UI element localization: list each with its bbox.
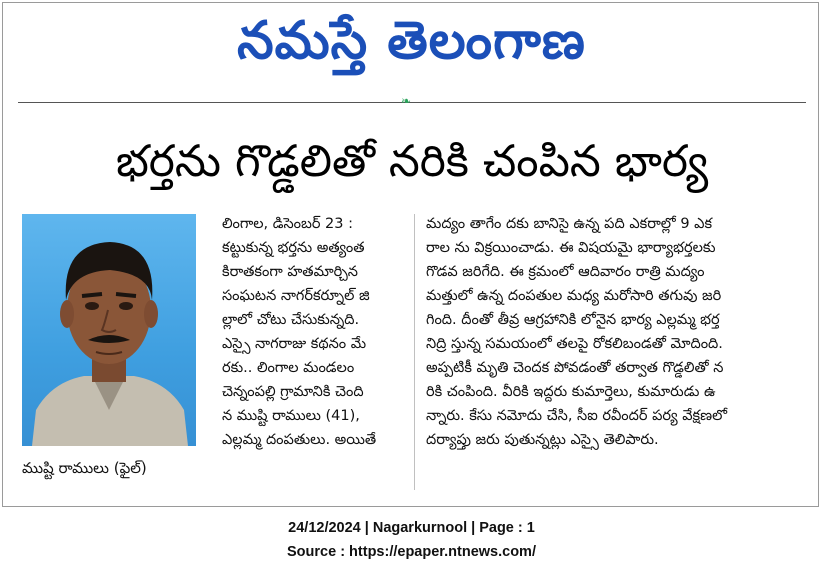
column-line: న్నారు. కేసు నమోదు చేసి, సీఐ రవీందర్ పర్య వేక్షణలో xyxy=(426,408,728,424)
source-link[interactable]: Source : https://epaper.ntnews.com/ xyxy=(287,544,536,560)
edition-info: 24/12/2024 | Nagarkurnool | Page : 1 xyxy=(288,520,535,536)
leaf-ornament-icon: ❧ xyxy=(400,94,412,108)
column-line: రాల ను విక్రయించాడు. ఈ విషయమై భార్యాభర్తలకు xyxy=(426,240,716,256)
article-headline: భర్తను గొడ్డలితో నరికి చంపిన భార్య xyxy=(115,136,709,187)
photo-caption: ముష్టి రాములు (ఫైల్) xyxy=(22,459,147,477)
column-line: సంఘటన నాగర్‌కర్నూల్ జి xyxy=(222,288,370,304)
column-line: రకు.. లింగాల మండలం xyxy=(222,360,355,376)
column-line: ల్లాలో చోటు చేసుకున్నది. xyxy=(222,312,360,328)
column-line: కట్టుకున్న భర్తను అత్యంత xyxy=(222,240,365,256)
column-line: ఎల్లమ్మ దంపతులు. అయితే xyxy=(222,432,377,448)
column-line: లింగాల, డిసెంబర్ 23 : xyxy=(222,216,354,232)
column-line: రికి చంపింది. వీరికి ఇద్దరు కుమార్తెలు, కుమారుడు ఉ xyxy=(426,384,716,400)
column-line: చెన్నంపల్లి గ్రామానికి చెంది xyxy=(222,384,364,400)
column-line: అప్పటికీ మృతి చెందక పోవడంతో తర్వాత గొడ్డలితో న xyxy=(426,360,724,376)
column-line: దర్యాప్తు జరు పుతున్నట్లు ఎస్సై తెలిపారు. xyxy=(426,432,659,448)
column-line: మద్యం తాగేం దకు బానిసై ఉన్న పది ఎకరాల్లో 9 ఎక xyxy=(426,216,713,232)
page-footer xyxy=(0,516,823,564)
article-column-1 xyxy=(222,212,404,452)
article-photo xyxy=(22,214,196,446)
column-line: కిరాతకంగా హతమార్చిన xyxy=(222,264,358,280)
masthead-logo: నమస్తే తెలంగాణ xyxy=(237,11,586,71)
column-line: నిద్రి స్తున్న సమయంలో తలపై రోకలిబండతో మోదింది. xyxy=(426,336,723,352)
column-line: ఎస్సై నాగరాజు కథనం మే xyxy=(222,336,367,352)
column-line: గొడవ జరిగేది. ఈ క్రమంలో ఆదివారం రాత్రి మద్యం xyxy=(426,264,705,280)
article-column-2 xyxy=(426,212,808,452)
column-line: న ముష్టి రాములు (41), xyxy=(222,408,360,424)
column-line: గింది. దీంతో తీవ్ర ఆగ్రహానికి లోనైన భార్య ఎల్లమ్మ భర్త xyxy=(426,312,720,328)
column-divider xyxy=(414,214,415,490)
column-line: మత్తులో ఉన్న దంపతుల మధ్య మరోసారి తగువు జరి xyxy=(426,288,722,304)
person-portrait-icon xyxy=(22,214,196,446)
